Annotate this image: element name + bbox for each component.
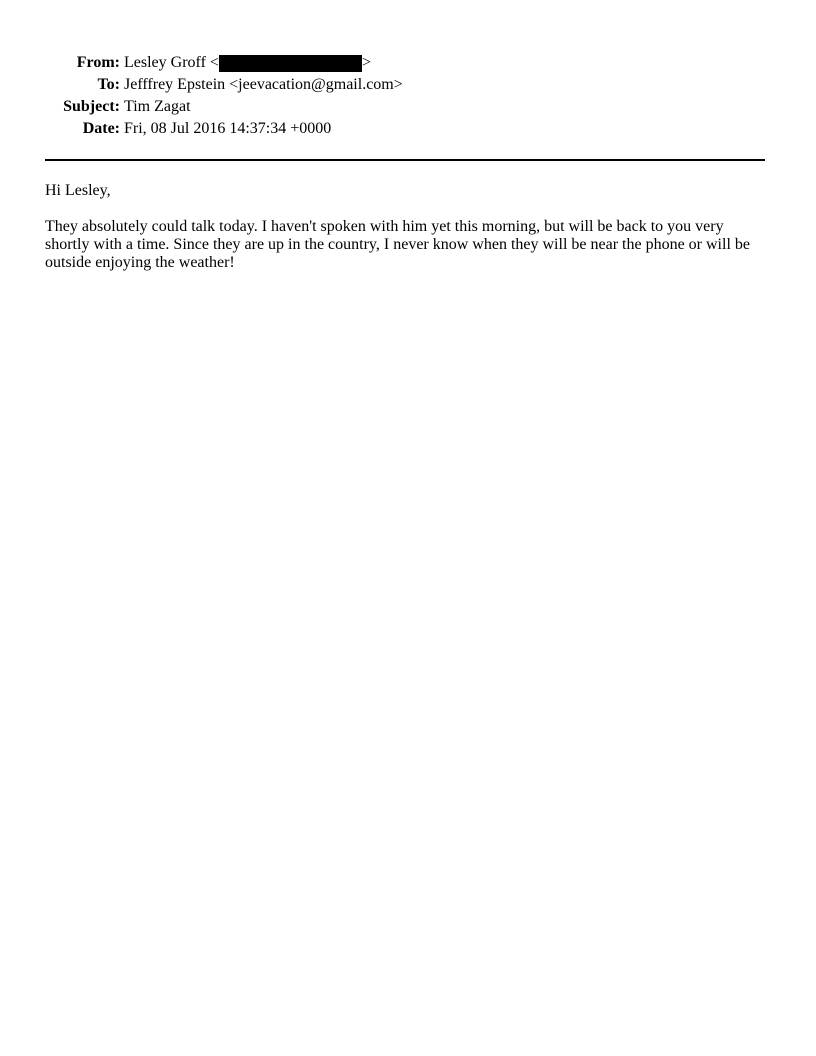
to-label: To: [97,76,120,93]
subject-row [0,96,816,118]
from-row [0,52,816,74]
email-greeting: Hi Lesley, [45,182,111,199]
redaction-block [219,55,362,72]
to-value: Jefffrey Epstein <jeevacation@gmail.com> [124,76,403,93]
subject-label: Subject: [63,98,120,115]
address-close-bracket: > [361,54,371,71]
from-value [120,52,371,74]
from-label: From: [76,54,120,71]
header-divider [45,159,765,161]
date-value: Fri, 08 Jul 2016 14:37:34 +0000 [124,120,332,137]
email-header [0,52,816,140]
to-row [0,74,816,96]
email-body [45,182,765,272]
address-open-bracket: < [209,54,219,71]
email-paragraph: They absolutely could talk today. I haven't spoken with him yet this morning, but will be back to you very shortly with a time. Since they are up in the country, I never know when they will be near the phone or will be outside enjoying the weather! [45,218,750,271]
date-label: Date: [82,120,120,137]
sender-name: Lesley Groff [124,54,206,71]
subject-value: Tim Zagat [124,98,191,115]
date-row [0,118,816,140]
